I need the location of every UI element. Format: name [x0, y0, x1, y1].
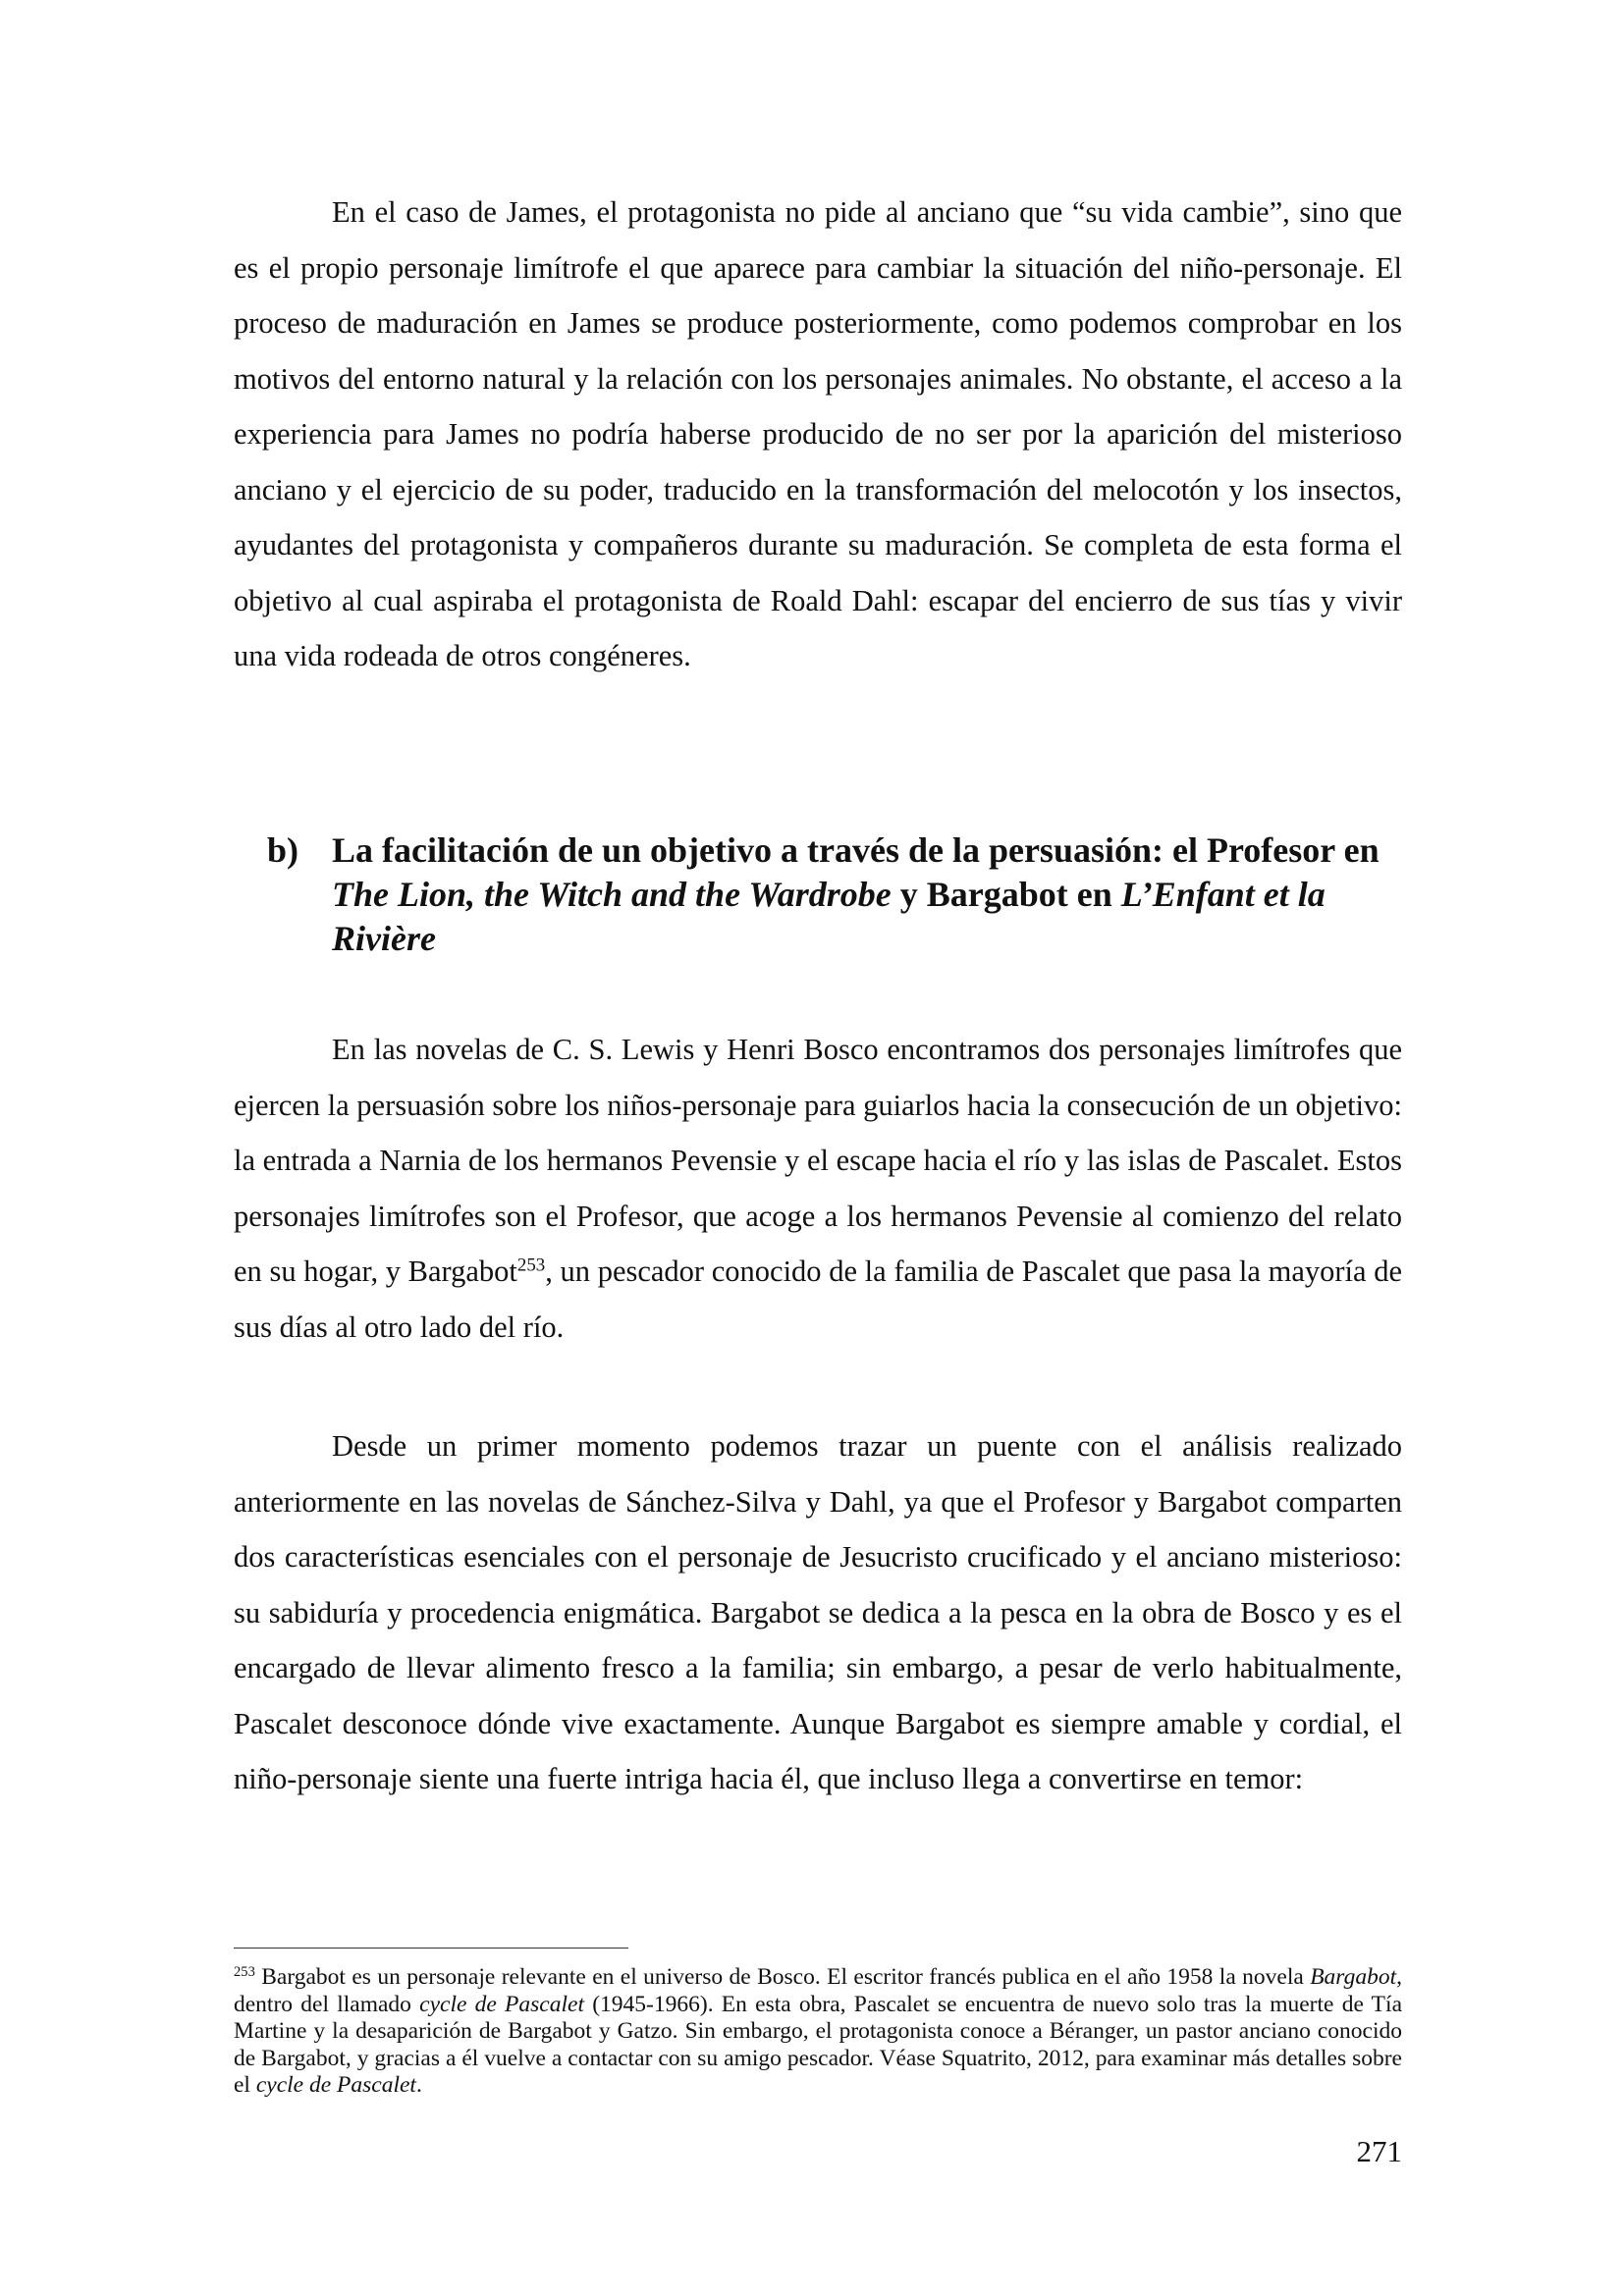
footnote-reference[interactable]: 253: [516, 1255, 546, 1276]
footnote-divider: [234, 1948, 628, 1949]
footnote-italic-1: Bargabot: [1310, 1964, 1397, 1990]
page-number: 271: [1356, 2134, 1402, 2168]
section-heading: [234, 828, 1412, 961]
footnote-italic-3: cycle de Pascalet: [255, 2072, 416, 2098]
heading-text-part-1: La facilitación de un objetivo a través de la persuasión: el Profesor en: [332, 830, 1380, 870]
body-paragraph-1: En el caso de James, el protagonista no pide al anciano que “su vida cambie”, sino que es el propio personaje limítrofe el que aparece para cambiar la situación del niño-personaje. El proceso de maduración en James se produce posteriormente, como podemos comprobar en los motivos del entorno natural y la relación con los personajes animales. No obstante, el acceso a la experiencia para James no podría haberse producido de no ser por la aparición del misterioso anciano y el ejercicio de su poder, traducido en la transformación del melocotón y los insectos, ayudantes del protagonista y compañeros durante su maduración. Se completa de esta forma el objetivo al cual aspiraba el protagonista de Roald Dahl: escapar del encierro de sus tías y vivir una vida rodeada de otros congéneres.: [234, 195, 1402, 672]
footnote-text-1: Bargabot es un personaje relevante en el universo de Bosco. El escritor francés publica en el año 1958 la novela: [254, 1964, 1311, 1990]
footnote-text-2: , dentro del llamado: [234, 1964, 1402, 2017]
section-marker: b): [267, 830, 299, 870]
body-paragraph-2: [234, 1022, 1402, 1355]
heading-book-title-1: The Lion, the Witch and the Wardrobe: [332, 875, 892, 914]
body-paragraph-3: Desde un primer momento podemos trazar un puente con el análisis realizado anteriormente en las novelas de Sánchez-Silva y Dahl, ya que el Profesor y Bargabot comparten dos características esenciales con el personaje de Jesucristo crucificado y el anciano misterioso: su sabiduría y procedencia enigmática. Bargabot se dedica a la pesca en la obra de Bosco y es el encargado de llevar alimento fresco a la familia; sin embargo, a pesar de verlo habitualmente, Pascalet desconoce dónde vive exactamente. Aunque Bargabot es siempre amable y cordial, el niño-personaje siente una fuerte intriga hacia él, que incluso llega a convertirse en temor:: [234, 1429, 1402, 1795]
heading-text-part-2: y Bargabot en: [891, 875, 1121, 914]
footnote: [234, 1964, 1402, 2100]
paragraph-2-text-after-note: , un pescador conocido de la familia de Pascalet que pasa la mayoría de sus días al otro lado del río.: [234, 1255, 1402, 1344]
footnote-text-4: .: [415, 2072, 422, 2098]
paragraph-2-text-before-note: En las novelas de C. S. Lewis y Henri Bosco encontramos dos personajes limítrofes que ejercen la persuasión sobre los niños-personaje para guiarlos hacia la consecución de un objetivo: la entrada a Narnia de los hermanos Pevensie y el escape hacia el río y las islas de Pascalet. Estos personajes limítrofes son el Profesor, que acoge a los hermanos Pevensie al comienzo del relato en su hogar, y Bargabot: [234, 1033, 1402, 1288]
heading-book-title-2: L’Enfant et la Rivière: [332, 875, 1325, 958]
section-heading-text: [332, 828, 1412, 961]
footnote-italic-2: cycle de Pascalet: [419, 1991, 584, 2017]
footnote-text-3: (1945-1966). En esta obra, Pascalet se encuentra de nuevo solo tras la muerte de Tía Martine y la desaparición de Bargabot y Gatzo. Sin embargo, el protagonista conoce a Béranger, un pastor anciano conocido de Bargabot, y gracias a él vuelve a contactar con su amigo pescador. Véase Squatrito, 2012, para examinar más detalles sobre el: [234, 1991, 1402, 2098]
footnote-number: 253: [234, 1964, 255, 1980]
